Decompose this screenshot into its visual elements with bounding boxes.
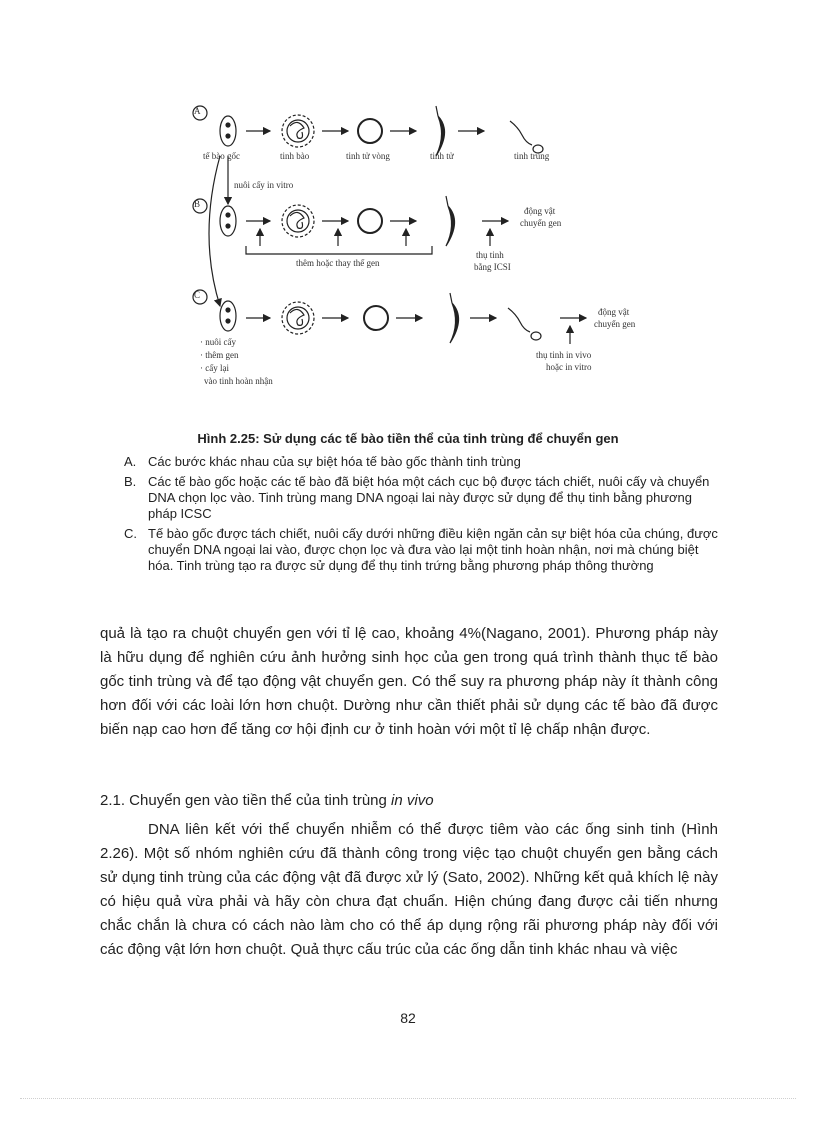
panel-c-label: C	[194, 290, 201, 300]
label-b-result-1: động vật	[524, 206, 556, 216]
label-add-replace-gene: thêm hoặc thay thế gen	[296, 258, 380, 268]
spermatocyte-a	[282, 115, 314, 147]
label-c-fert-2: hoặc in vitro	[546, 362, 592, 372]
section-heading-italic: in vivo	[391, 792, 434, 809]
caption-item-letter: C.	[124, 526, 137, 541]
caption-item-letter: B.	[124, 474, 137, 489]
label-spermatocyte: tinh bào	[280, 151, 310, 161]
label-stem-cell: tế bào gốc	[203, 151, 240, 161]
elongated-spermatid-a	[436, 106, 445, 156]
label-c-step-3: · cấy lại	[200, 363, 229, 373]
label-icsi-2: bằng ICSI	[474, 262, 511, 272]
round-spermatid-a	[358, 119, 382, 143]
paragraph-1: quả là tạo ra chuột chuyển gen với tỉ lệ cao, khoảng 4%(Nagano, 2001). Phương pháp này là hữu dụng để nghiên cứu ảnh hưởng sinh học của gen trong quá trình thành thục tế bào gốc tinh trùng và để tạo động vật chuyển gen. Có thể suy ra phương pháp này ít thành công hơn đối với các loài lớn hơn chuột. Dường như cần thiết phải sử dụng các tế bào đã được biến nạp cao hơn để tăng cơ hội định cư ở tinh hoàn với một tỉ lệ chấp nhận được.	[100, 625, 718, 738]
caption-item-text: Tế bào gốc được tách chiết, nuôi cấy dưới những điều kiện ngăn cản sự biệt hóa của chúng, được chuyển DNA ngoại lai vào, được chọn lọc và đưa vào lại một tinh hoàn nhận, nơi mà chúng biệt hóa. Tinh trùng tạo ra được sử dụng để thụ tinh trứng bằng phương pháp thông thường	[148, 526, 718, 573]
label-sperm: tinh trùng	[514, 151, 550, 161]
figure-2-25	[190, 96, 690, 396]
caption-item-c	[124, 526, 724, 574]
figure-caption: Hình 2.25: Sử dụng các tế bào tiền thể của tinh trùng để chuyển gen	[197, 431, 619, 446]
section-heading	[100, 792, 434, 809]
caption-item-text: Các bước khác nhau của sự biệt hóa tế bào gốc thành tinh trùng	[148, 454, 521, 469]
caption-item-a	[124, 454, 724, 470]
spermatocyte-c	[282, 302, 314, 334]
stem-cell-a	[220, 116, 236, 146]
page-number: 82	[400, 1010, 416, 1026]
label-c-step-4: vào tinh hoàn nhận	[204, 376, 273, 386]
panel-b-label: B	[194, 199, 201, 209]
label-round-spermatid: tinh tử vòng	[346, 151, 390, 161]
bracket-b	[246, 246, 432, 254]
caption-list	[124, 454, 724, 578]
label-in-vitro-culture: nuôi cấy in vitro	[234, 180, 294, 190]
label-c-result-2: chuyển gen	[594, 319, 636, 329]
stem-cell-b	[220, 206, 236, 236]
round-spermatid-b	[358, 209, 382, 233]
label-c-result-1: động vật	[598, 307, 630, 317]
round-spermatid-c	[364, 306, 388, 330]
label-c-step-1: · nuôi cấy	[200, 337, 236, 347]
elongated-spermatid-b	[446, 196, 455, 246]
section-heading-text: 2.1. Chuyển gen vào tiền thể của tinh trùng	[100, 792, 392, 809]
page-bottom-divider	[20, 1098, 796, 1099]
label-b-result-2: chuyển gen	[520, 218, 562, 228]
spermatogonial-diagram	[190, 96, 690, 396]
label-icsi-1: thụ tinh	[476, 250, 504, 260]
panel-a-label: A	[194, 106, 201, 116]
label-c-step-2: · thêm gen	[200, 350, 239, 360]
caption-item-b	[124, 474, 724, 522]
label-spermatid: tinh tử	[430, 151, 454, 161]
caption-item-letter: A.	[124, 454, 137, 469]
label-c-fert-1: thụ tinh in vivo	[536, 350, 592, 360]
caption-item-text: Các tế bào gốc hoặc các tế bào đã biệt hóa một cách cục bộ được tách chiết, nuôi cấy và chuyển DNA chọn lọc vào. Tinh trùng mang DNA ngoại lai này được sử dụng để thụ tinh bằng phương pháp ICSC	[148, 474, 710, 521]
sperm-a	[510, 121, 543, 153]
spermatocyte-b	[282, 205, 314, 237]
elongated-spermatid-c	[450, 293, 459, 343]
paragraph-2: DNA liên kết với thể chuyển nhiễm có thể được tiêm vào các ống sinh tinh (Hình 2.26). Một số nhóm nghiên cứu đã thành công trong việc tạo chuột chuyển gen bằng cách sử dụng tinh trùng của các động vật đã được xử lý (Sato, 2002). Những kết quả khích lệ này có hiệu quả vừa phải và hãy còn chưa đạt chuẩn. Hiện chúng đang được cải tiến nhưng chắc chắn là chưa có cách nào làm cho có thể áp dụng rộng rãi phương pháp này đối với các động vật lớn hơn chuột. Quả thực cấu trúc của các ống dẫn tinh khác nhau và việc	[100, 821, 718, 958]
sperm-c	[508, 308, 541, 340]
stem-cell-c	[220, 301, 236, 331]
